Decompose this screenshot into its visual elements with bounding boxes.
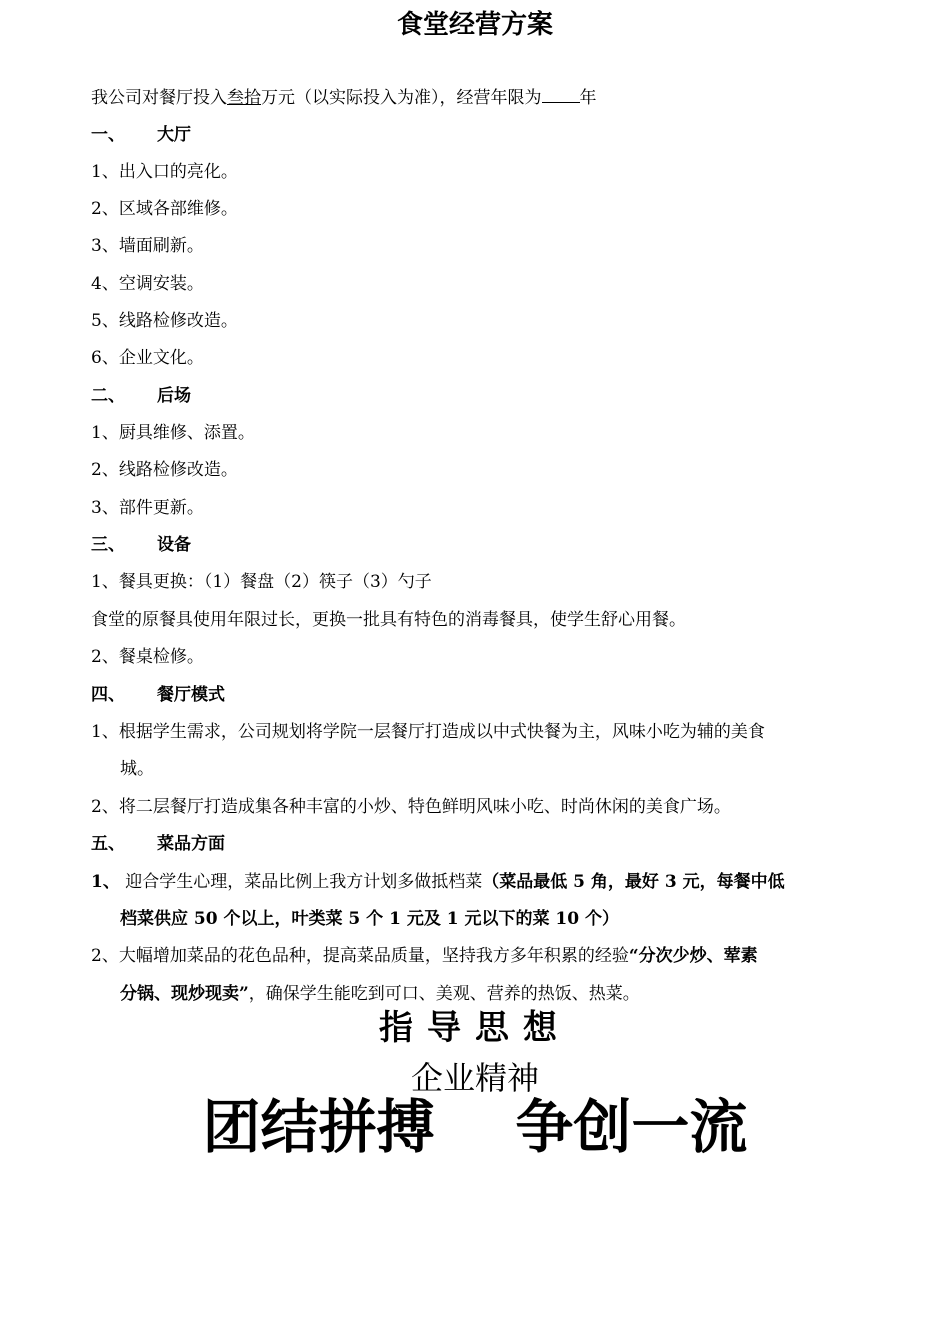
spirit-label: 企业精神 — [410, 1059, 539, 1097]
intro-suffix: 年 — [579, 88, 597, 108]
section-heading-mode — [91, 684, 225, 706]
list-item: 3、墙面刷新。 — [91, 236, 204, 256]
list-item-continuation: 档菜供应 50 个以上，叶类菜 5 个 1 元及 1 元以下的菜 10 个） — [120, 909, 619, 929]
list-item: 2、线路检修改造。 — [91, 460, 238, 480]
section-heading-dishes — [91, 833, 225, 855]
list-item: 2、将二层餐厅打造成集各种丰富的小炒、特色鲜明风味小吃、时尚休闲的美食广场。 — [91, 797, 731, 817]
section-heading-hall — [91, 124, 191, 146]
guiding-heading: 指导思想 — [379, 1008, 571, 1048]
item-emphasis: “分次少炒、荤素 — [628, 946, 758, 966]
list-item — [91, 871, 785, 893]
section-title: 后场 — [157, 386, 191, 406]
section-number: 三、 — [91, 535, 125, 555]
investment-amount: 叁拾 — [227, 88, 261, 108]
list-item: 1、餐具更换：（1）餐盘（2）筷子（3）勺子 — [91, 572, 432, 592]
section-number: 五、 — [91, 834, 125, 854]
term-years-blank — [542, 86, 580, 103]
item-text: 2、大幅增加菜品的花色品种，提高菜品质量，坚持我方多年积累的经验 — [91, 946, 629, 966]
list-item: 1、厨具维修、添置。 — [91, 423, 255, 443]
item-number: 1、 — [91, 872, 120, 892]
list-item: 4、空调安装。 — [91, 274, 204, 294]
list-item — [91, 945, 758, 967]
document-title: 食堂经营方案 — [396, 10, 553, 40]
section-title: 餐厅模式 — [157, 685, 225, 705]
section-number: 二、 — [91, 386, 125, 406]
section-title: 菜品方面 — [157, 834, 225, 854]
list-item: 3、部件更新。 — [91, 498, 204, 518]
item-text: ，确保学生能吃到可口、美观、营养的热饭、热菜。 — [248, 984, 640, 1004]
section-number: 一、 — [91, 125, 125, 145]
section-heading-kitchen — [91, 385, 191, 407]
intro-paragraph — [91, 86, 597, 109]
intro-prefix: 我公司对餐厅投入 — [91, 88, 227, 108]
list-item: 1、根据学生需求，公司规划将学院一层餐厅打造成以中式快餐为主，风味小吃为辅的美食 — [91, 722, 765, 742]
list-item: 2、餐桌检修。 — [91, 647, 204, 667]
list-item: 6、企业文化。 — [91, 348, 204, 368]
list-item: 1、出入口的亮化。 — [91, 162, 238, 182]
section-title: 设备 — [157, 535, 191, 555]
item-emphasis: （菜品最低 5 角，最好 3 元，每餐中低 — [482, 872, 785, 892]
list-item: 食堂的原餐具使用年限过长，更换一批具有特色的消毒餐具，使学生舒心用餐。 — [91, 610, 686, 630]
list-item: 5、线路检修改造。 — [91, 311, 238, 331]
section-heading-equipment — [91, 534, 191, 556]
slogan: 团结拼搏 争创一流 — [202, 1093, 748, 1161]
intro-middle: 万元（以实际投入为准），经营年限为 — [261, 88, 542, 108]
list-item-continuation: 城。 — [120, 759, 154, 779]
list-item: 2、区域各部维修。 — [91, 199, 238, 219]
item-emphasis: 分锅、现炒现卖” — [120, 984, 249, 1004]
section-number: 四、 — [91, 685, 125, 705]
section-title: 大厅 — [157, 125, 191, 145]
item-text: 迎合学生心理，菜品比例上我方计划多做抵档菜 — [119, 872, 483, 892]
